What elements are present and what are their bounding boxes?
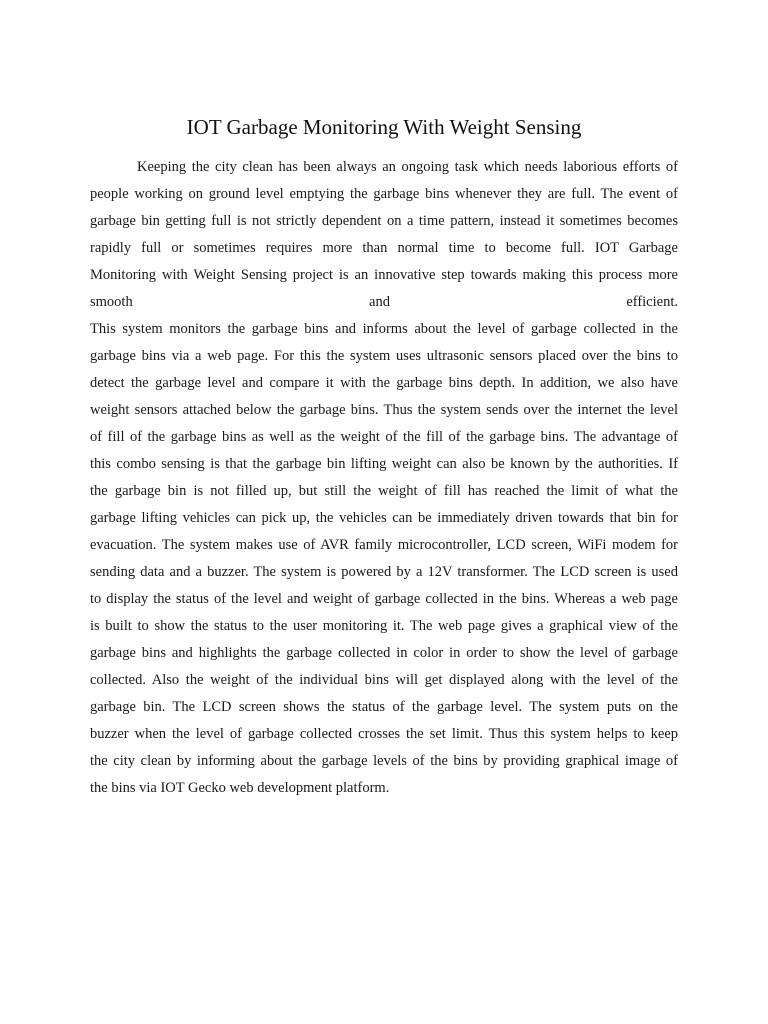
paragraph-2-line: This system monitors the garbage bins and informs about the level of garbage collected in the	[90, 321, 678, 337]
paragraph-2-line: is built to show the status to the user monitoring it. The web page gives a graphical view of the	[90, 618, 678, 634]
paragraph-2-line: weight sensors attached below the garbage bins. Thus the system sends over the internet the level	[90, 402, 678, 418]
paragraph-1-line: smooth and efficient.	[90, 294, 678, 310]
paragraph-1-line: Keeping the city clean has been always an ongoing task which needs laborious efforts of	[137, 159, 678, 175]
paragraph-2-line: garbage bins via a web page. For this the system uses ultrasonic sensors placed over the bins to	[90, 348, 678, 364]
paragraph-2-line: detect the garbage level and compare it with the garbage bins depth. In addition, we also have	[90, 375, 678, 391]
paragraph-2-line: garbage bins and highlights the garbage collected in color in order to show the level of garbage	[90, 645, 678, 661]
paragraph-2-line: to display the status of the level and weight of garbage collected in the bins. Whereas a web page	[90, 591, 678, 607]
paragraph-2-line: garbage lifting vehicles can pick up, the vehicles can be immediately driven towards that bin for	[90, 510, 678, 526]
paragraph-2-line: this combo sensing is that the garbage bin lifting weight can also be known by the authorities. If	[90, 456, 678, 472]
paragraph-1-line: people working on ground level emptying the garbage bins whenever they are full. The event of	[90, 186, 678, 202]
paragraph-2-line: sending data and a buzzer. The system is powered by a 12V transformer. The LCD screen is used	[90, 564, 678, 580]
paragraph-1-line: rapidly full or sometimes requires more than normal time to become full. IOT Garbage	[90, 240, 678, 256]
paragraph-2-line: collected. Also the weight of the individual bins will get displayed along with the level of the	[90, 672, 678, 688]
document-title: IOT Garbage Monitoring With Weight Sensing	[186, 115, 582, 139]
body-text	[90, 154, 678, 802]
paragraph-2-line: buzzer when the level of garbage collected crosses the set limit. Thus this system helps to keep	[90, 726, 678, 742]
paragraph-2-line: the garbage bin is not filled up, but still the weight of fill has reached the limit of what the	[90, 483, 678, 499]
paragraph-1-line: garbage bin getting full is not strictly dependent on a time pattern, instead it sometimes becomes	[90, 213, 678, 229]
paragraph-1-line: Monitoring with Weight Sensing project is an innovative step towards making this process more	[90, 267, 678, 283]
paragraph-2-line: the bins via IOT Gecko web development platform.	[90, 780, 390, 796]
paragraph-2-line: garbage bin. The LCD screen shows the status of the garbage level. The system puts on the	[90, 699, 678, 715]
paragraph-2-line: the city clean by informing about the garbage levels of the bins by providing graphical image of	[90, 753, 678, 769]
paragraph-2-line: of fill of the garbage bins as well as the weight of the fill of the garbage bins. The advantage of	[90, 429, 678, 445]
paragraph-2-line: evacuation. The system makes use of AVR family microcontroller, LCD screen, WiFi modem for	[90, 537, 678, 553]
